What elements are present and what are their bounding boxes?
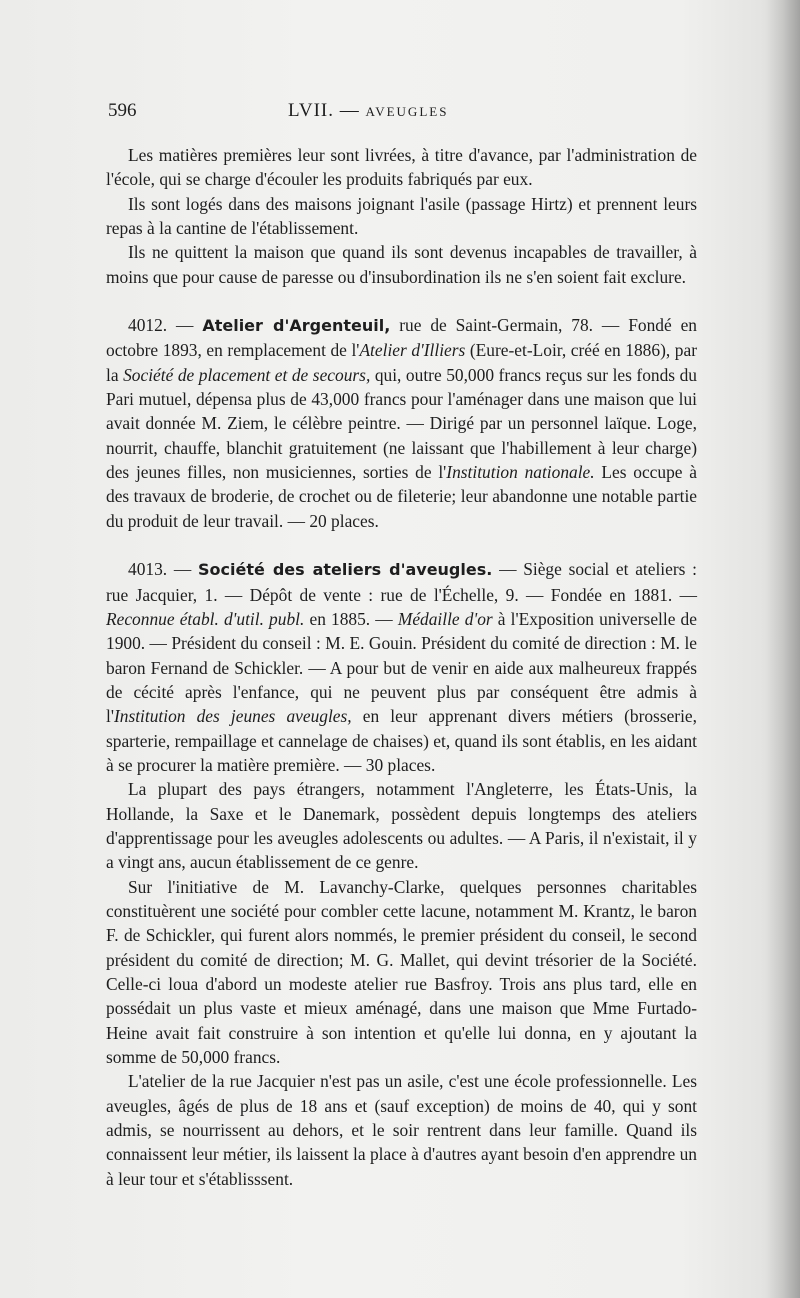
entry-title: Atelier d'Argenteuil, (202, 316, 391, 336)
chapter-number: LVII. — (288, 100, 360, 121)
entry-number: 4012. — (128, 315, 194, 336)
entry-number: 4013. — (128, 559, 192, 580)
entry-italic: Société de placement et de secours, (123, 364, 371, 385)
entry-text: en 1885. — (304, 608, 398, 629)
entry-4012 (106, 313, 697, 533)
running-head (288, 100, 448, 122)
body-text (106, 143, 697, 1191)
paragraph: La plupart des pays étrangers, notamment l'Angleterre, les États-Unis, la Hollande, la Saxe et le Danemark, possèdent depuis longtemps des ateliers d'apprentissage pour les aveugles adolescents ou adultes. — A Paris, il n'existait, il y a vingt ans, aucun établissement de ce genre. (106, 779, 697, 873)
page-number: 596 (108, 100, 137, 121)
section-title: AVEUGLES (365, 104, 449, 119)
entry-italic: Institution nationale. (446, 462, 595, 483)
paragraph: Ils ne quittent la maison que quand ils sont devenus incapables de travailler, à moins que pour cause de paresse ou d'insubordination ils ne s'en soient fait exclure. (106, 242, 697, 287)
page-edge-shadow (766, 0, 800, 1298)
entry-text: — Siège social et ateliers : rue Jacquier, 1. — Dépôt de vente : rue de l'Échelle, 9. — Fondée en 1881. — (106, 559, 697, 605)
entry-4013 (106, 557, 697, 777)
entry-italic: Reconnue établ. d'util. publ. (106, 608, 305, 629)
entry-text: à l'Exposition universelle de 1900. — Président du conseil : M. E. Gouin. Président du comité de direction : M. le baron Fernand de Schickler. — A pour but de venir en aide aux malheureux frappés de cécité après l'enfance, qui ne peuvent plus par conséquent être admis à l' (106, 608, 697, 727)
running-header (108, 100, 698, 128)
paragraph: Ils sont logés dans des maisons joignant l'asile (passage Hirtz) et prennent leurs repas à la cantine de l'établissement. (106, 193, 697, 239)
paragraph: Les matières premières leur sont livrées, à titre d'avance, par l'administration de l'école, qui se charge d'écouler les produits fabriqués par eux. (106, 145, 697, 190)
entry-title: Société des ateliers d'aveugles. (198, 560, 493, 580)
paragraph: Sur l'initiative de M. Lavanchy-Clarke, quelques personnes charitables constituèrent une société pour combler cette lacune, notamment M. Krantz, le baron F. de Schickler, qui furent alors nommés, le premier président du conseil, le second président du comité de direction; M. G. Mallet, qui devint trésorier de la Société. Celle-ci loua d'abord un modeste atelier rue Basfroy. Trois ans plus tard, elle en possédait un plus vaste et mieux aménagé, dans une maison que Mme Furtado-Heine avait fait construire à son intention et qu'elle lui donna, en y ajoutant la somme de 50,000 francs. (106, 876, 697, 1068)
entry-text: (Eure-et-Loir, créé en 1886), par la (106, 340, 697, 385)
entry-italic: Atelier d'Illiers (359, 340, 466, 361)
paragraph: L'atelier de la rue Jacquier n'est pas un asile, c'est une école professionnelle. Les aveugles, âgés de plus de 18 ans et (sauf exception) de moins de 40, qui y sont admis, se nourrissent au dehors, et le soir rentrent dans leur famille. Quand ils connaissent leur métier, ils laissent la place à d'autres ayant besoin d'en apprendre un à leur tour et s'établisssent. (106, 1071, 697, 1189)
entry-text: en leur apprenant divers métiers (brosserie, sparterie, rempaillage et cannelage de chaises) et, quand ils sont établis, en les aidant à se procurer la matière première. — 30 places. (106, 706, 697, 775)
entry-text: Les occupe à des travaux de broderie, de crochet ou de fileterie; leur abandonne une notable partie du produit de leur travail. — 20 places. (106, 462, 697, 531)
entry-italic: Médaille d'or (397, 608, 493, 629)
entry-italic: Institution des jeunes aveugles, (113, 706, 352, 727)
entry-text: rue de Saint-Germain, 78. — Fondé en octobre 1893, en remplacement de l' (106, 315, 697, 361)
entry-text: qui, outre 50,000 francs reçus sur les fonds du Pari mutuel, dépensa plus de 43,000 francs pour l'aménager dans une maison que lui avait donnée M. Ziem, le célèbre peintre. — Dirigé par un personnel laïque. Loge, nourrit, chauffe, blanchit gratuitement (ne laissant que l'habillement à leur charge) des jeunes filles, non musiciennes, sorties de l' (106, 364, 697, 483)
